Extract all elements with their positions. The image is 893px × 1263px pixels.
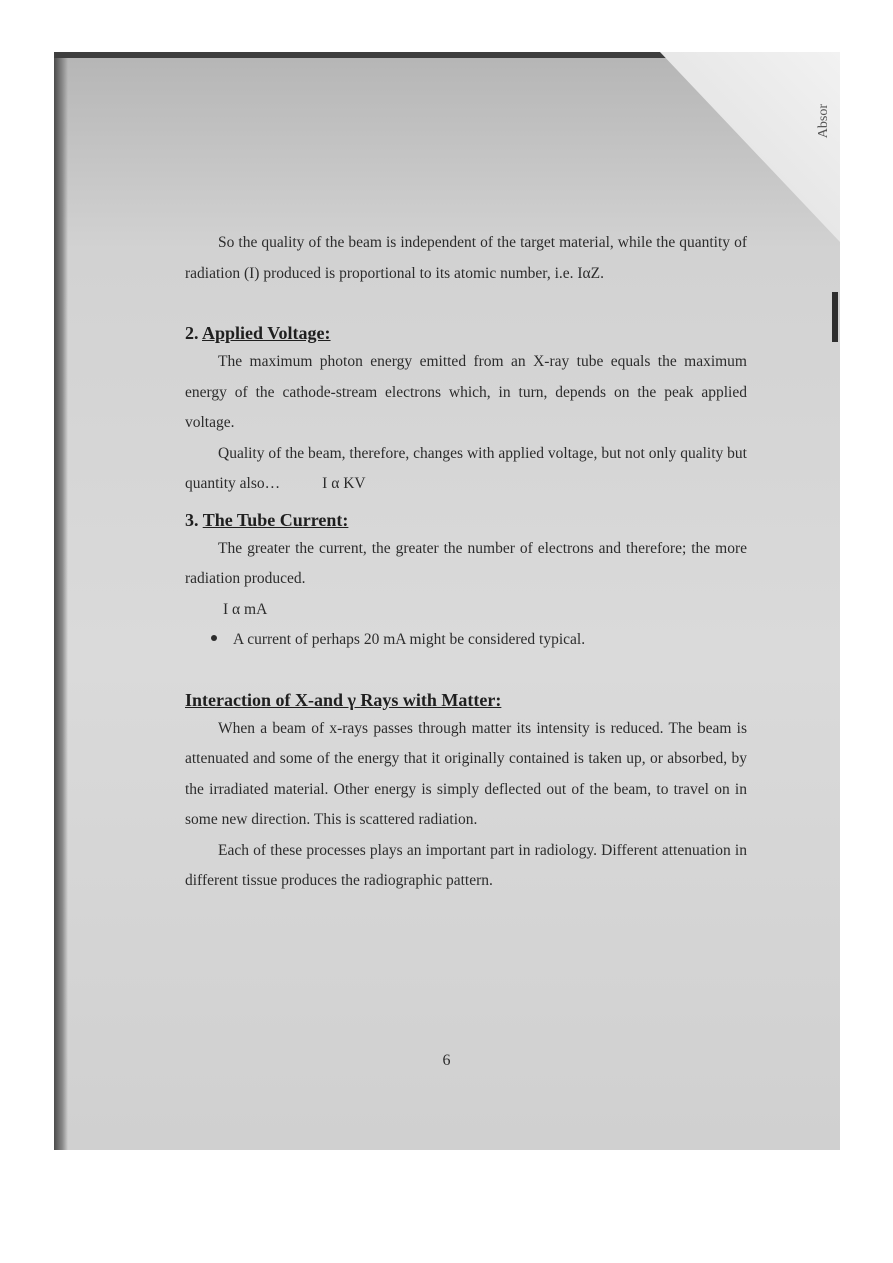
interaction-title: Interaction of X-and γ Rays with Matter: (185, 689, 502, 710)
section-2-title: Applied Voltage: (202, 323, 331, 343)
page-top-edge (54, 52, 674, 58)
bullet-item (185, 625, 747, 656)
section-3-paragraph-1: The greater the current, the greater the number of electrons and therefore; the more radiation produced. (185, 539, 747, 587)
section-3-heading (185, 506, 747, 534)
section-3-title: The Tube Current: (202, 509, 349, 530)
page-body (185, 228, 747, 897)
page-edge-tab (832, 292, 838, 342)
section-2-paragraph-2-text: Quality of the beam, therefore, changes with applied voltage, but not only quality but quantity also… (185, 444, 747, 492)
intro-paragraph: So the quality of the beam is independent of the target material, while the quantity of radiation (I) produced is proportional to its atomic number, i.e. IαZ. (185, 234, 747, 282)
section-2-heading (185, 319, 747, 347)
interaction-paragraph-2: Each of these processes plays an important part in radiology. Different attenuation in different tissue produces the radiographic pattern. (185, 841, 747, 889)
voltage-formula: I α KV (322, 475, 366, 492)
adjacent-page-text: Absor (816, 104, 831, 139)
interaction-heading (185, 686, 747, 714)
page-number: 6 (442, 1052, 451, 1069)
current-formula: I α mA (223, 600, 268, 618)
page-corner-fold (660, 52, 840, 242)
section-2-number: 2. (185, 323, 199, 343)
section-3-number: 3. (185, 509, 199, 530)
section-2-paragraph-2 (185, 439, 747, 500)
page-left-shadow (54, 52, 68, 1150)
interaction-paragraph-1: When a beam of x-rays passes through matter its intensity is reduced. The beam is attenuated and some of the energy that it originally contained is taken up, or absorbed, by the irradiated material. Other energy is simply deflected out of the beam, to travel on in some new direction. This is scattered radiation. (185, 719, 747, 828)
bullet-icon (211, 635, 217, 641)
section-2-paragraph-1: The maximum photon energy emitted from an X-ray tube equals the maximum energy of the cathode-stream electrons which, in turn, depends on the peak applied voltage. (185, 353, 747, 431)
bullet-text: A current of perhaps 20 mA might be considered typical. (233, 631, 586, 648)
